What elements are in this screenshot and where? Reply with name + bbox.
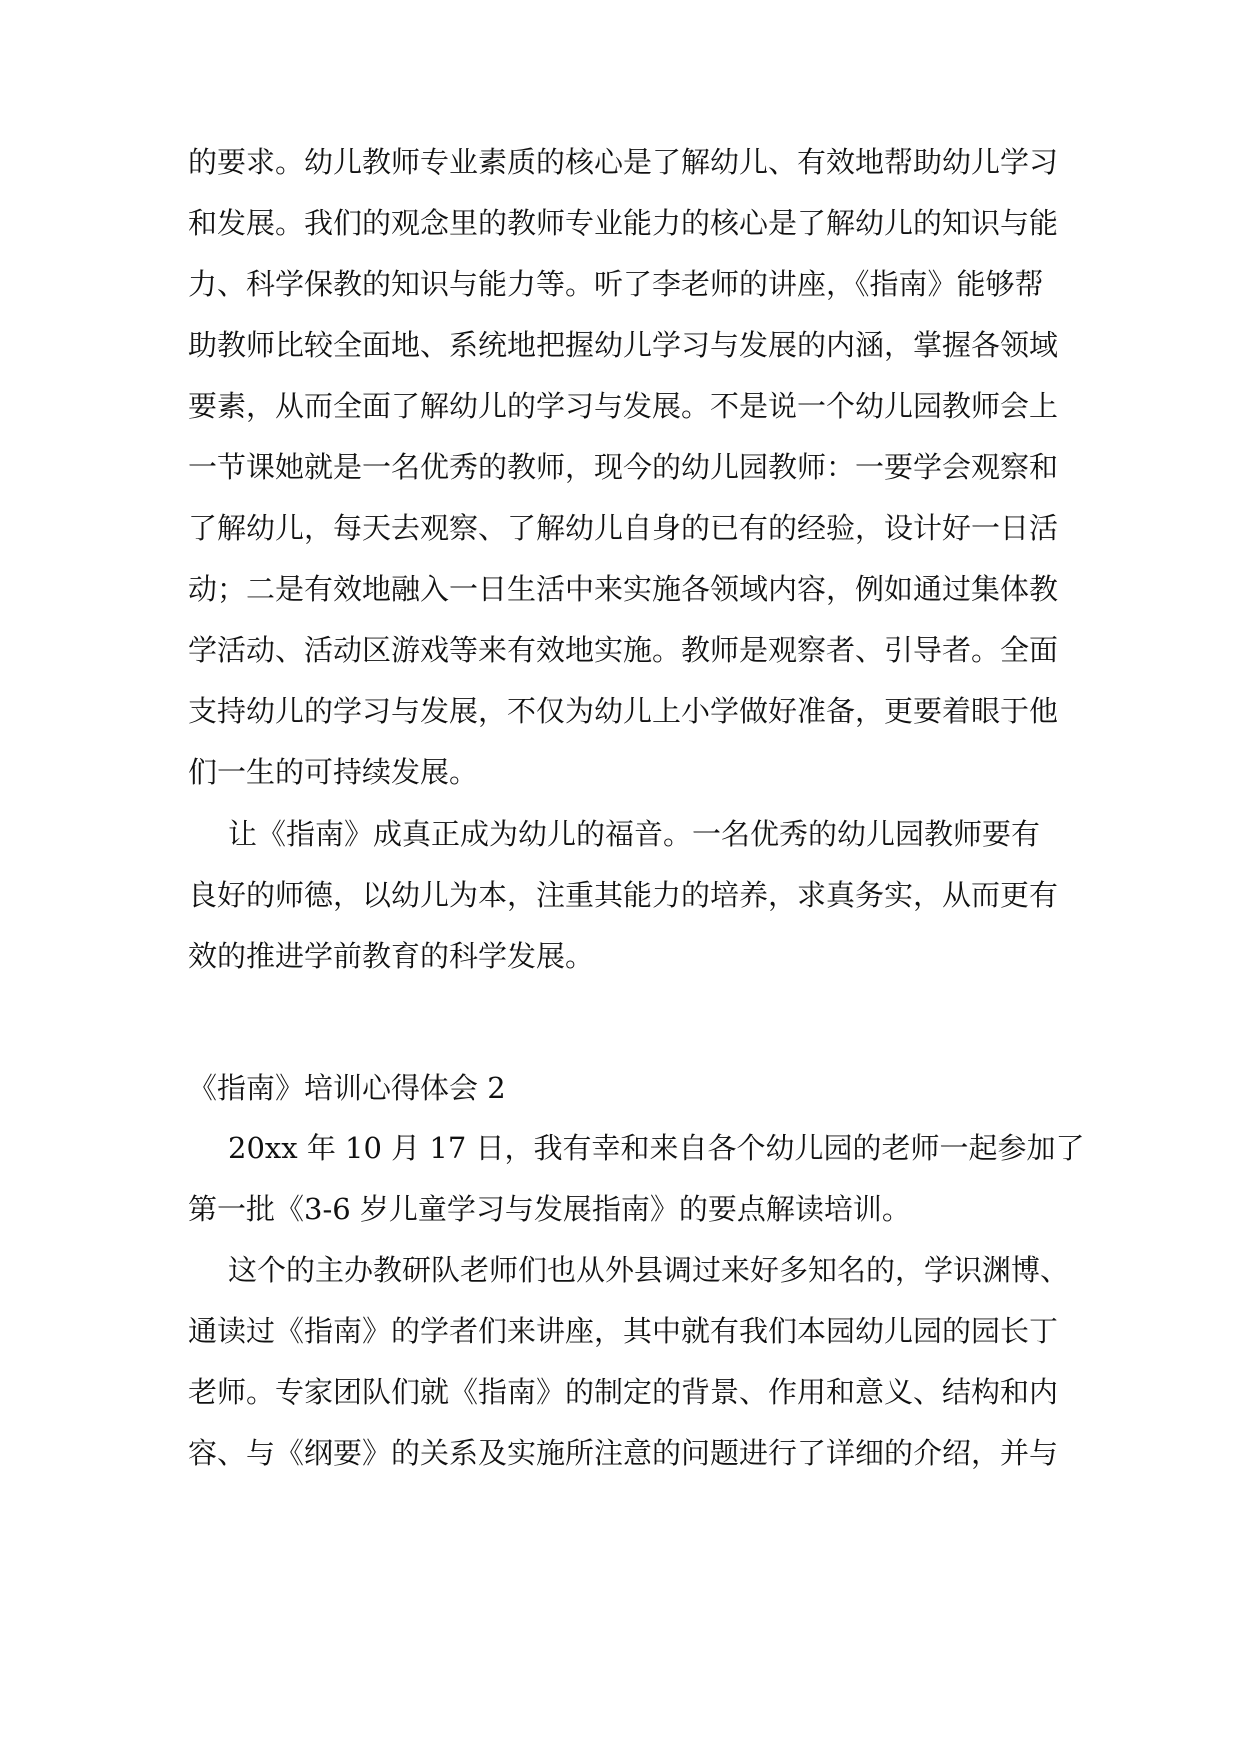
paragraph-line: 效的推进学前教育的科学发展。: [188, 939, 595, 973]
paragraph-line: 和发展。我们的观念里的教师专业能力的核心是了解幼儿的知识与能: [188, 206, 1059, 240]
paragraph-line: 通读过《指南》的学者们来讲座，其中就有我们本园幼儿园的园长丁: [188, 1314, 1059, 1348]
paragraph-line: 20xx 年 10 月 17 日，我有幸和来自各个幼儿园的老师一起参加了: [228, 1131, 1085, 1165]
paragraph-line: 一节课她就是一名优秀的教师，现今的幼儿园教师：一要学会观察和: [188, 450, 1059, 484]
section-heading: 《指南》培训心得体会 2: [188, 1071, 506, 1105]
paragraph-line: 学活动、活动区游戏等来有效地实施。教师是观察者、引导者。全面: [188, 633, 1059, 667]
paragraph-line: 第一批《3-6 岁儿童学习与发展指南》的要点解读培训。: [188, 1192, 911, 1226]
paragraph-line: 们一生的可持续发展。: [188, 755, 479, 789]
paragraph-line: 这个的主办教研队老师们也从外县调过来好多知名的，学识渊博、: [228, 1253, 1070, 1287]
paragraph-line: 力、科学保教的知识与能力等。听了李老师的讲座，《指南》能够帮: [188, 267, 1044, 301]
paragraph-line: 支持幼儿的学习与发展，不仅为幼儿上小学做好准备，更要着眼于他: [188, 694, 1059, 728]
paragraph-line: 容、与《纲要》的关系及实施所注意的问题进行了详细的介绍，并与: [188, 1436, 1059, 1470]
paragraph-line: 让《指南》成真正成为幼儿的福音。一名优秀的幼儿园教师要有: [228, 817, 1041, 851]
paragraph-line: 要素，从而全面了解幼儿的学习与发展。不是说一个幼儿园教师会上: [188, 389, 1059, 423]
paragraph-line: 助教师比较全面地、系统地把握幼儿学习与发展的内涵，掌握各领域: [188, 328, 1059, 362]
paragraph-line: 了解幼儿，每天去观察、了解幼儿自身的已有的经验，设计好一日活: [188, 511, 1059, 545]
paragraph-line: 老师。专家团队们就《指南》的制定的背景、作用和意义、结构和内: [188, 1375, 1059, 1409]
paragraph-line: 的要求。幼儿教师专业素质的核心是了解幼儿、有效地帮助幼儿学习: [188, 145, 1059, 179]
paragraph-line: 动；二是有效地融入一日生活中来实施各领域内容，例如通过集体教: [188, 572, 1059, 606]
paragraph-line: 良好的师德，以幼儿为本，注重其能力的培养，求真务实，从而更有: [188, 878, 1059, 912]
